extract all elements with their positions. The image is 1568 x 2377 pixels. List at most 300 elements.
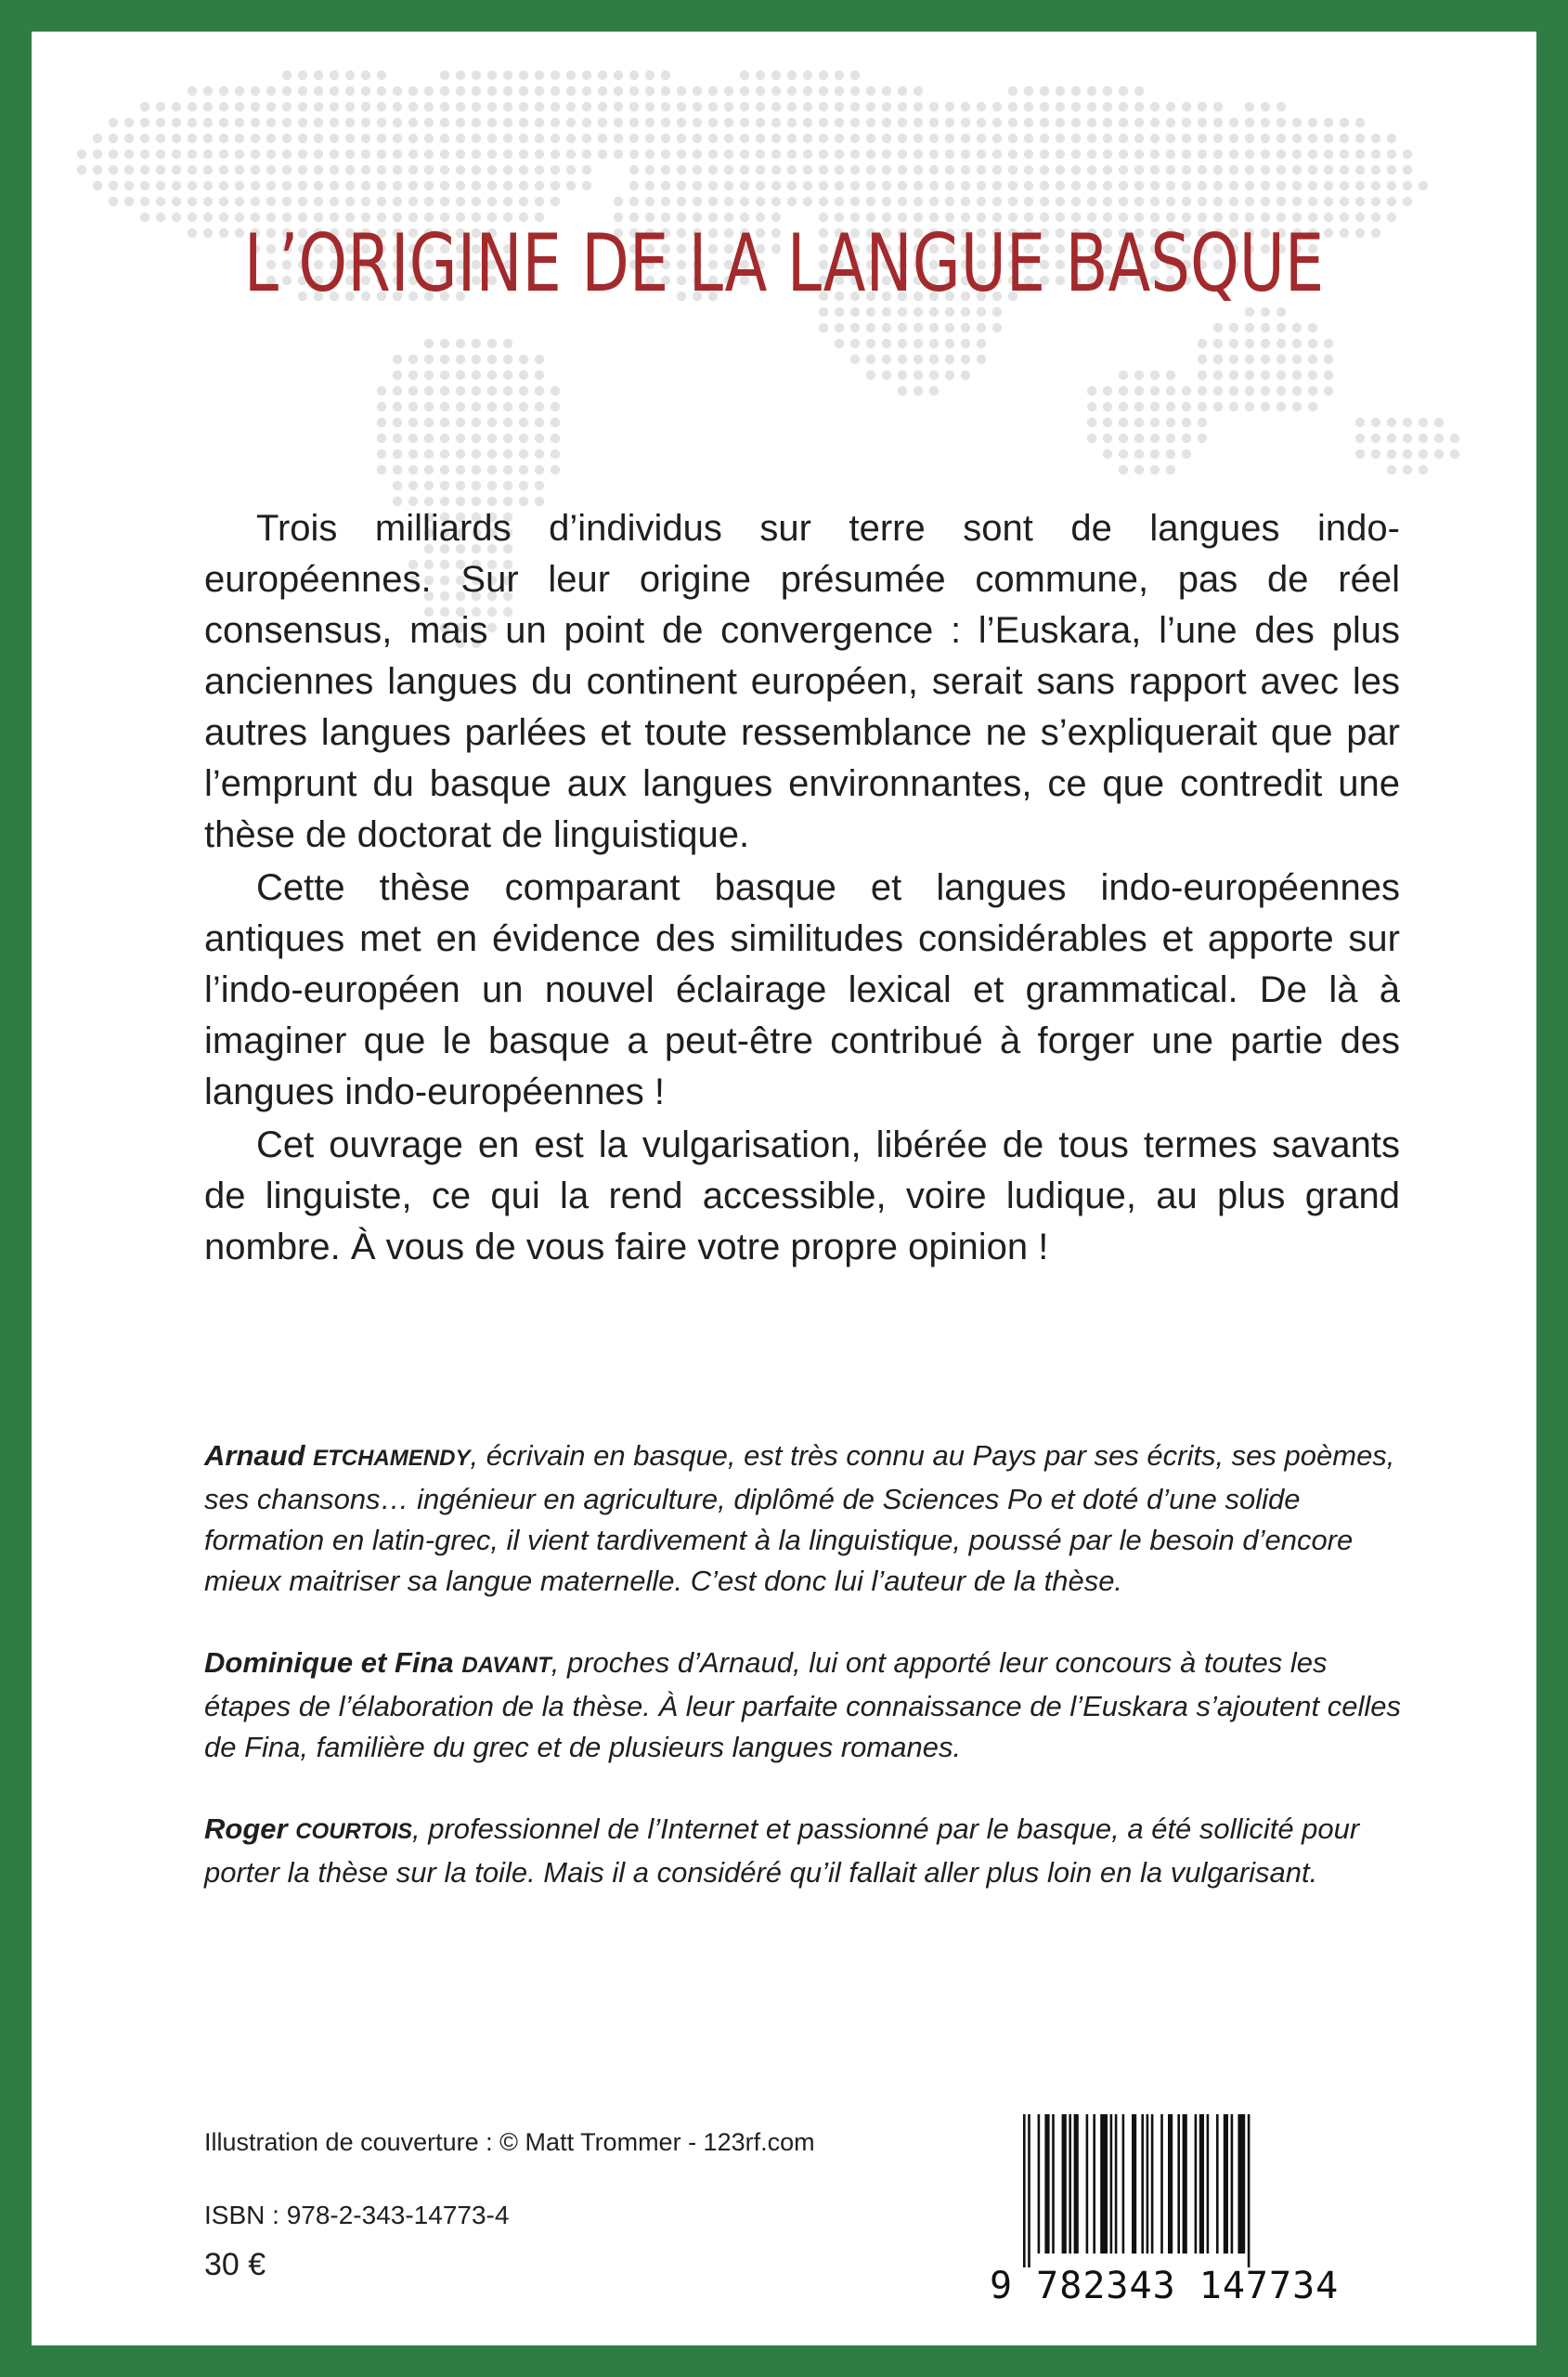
- map-dot: [1024, 197, 1033, 206]
- map-dot: [1340, 149, 1349, 159]
- map-dot: [835, 339, 844, 348]
- map-dot: [598, 71, 607, 80]
- map-dot: [456, 449, 465, 459]
- map-dot: [866, 197, 875, 206]
- author-bio-text: , écrivain en basque, est très connu au Pays par ses écrits, ses poèmes, ses chansons… ingénieur en agriculture, diplômé de Sciences Po et doté d’une solide formation en latin-grec, il vient tardivement à la linguistique, poussé par le besoin d’encore mieux maitriser sa langue maternelle. C’est donc lui l’auteur de la thèse.: [204, 1439, 1395, 1597]
- map-dot: [1213, 134, 1223, 143]
- map-dot: [203, 197, 213, 206]
- map-dot: [1150, 118, 1160, 127]
- map-dot: [266, 197, 276, 206]
- map-dot: [1150, 370, 1160, 380]
- map-dot: [693, 102, 702, 111]
- map-dot: [1308, 402, 1317, 411]
- barcode-bar: [1199, 2114, 1204, 2254]
- map-dot: [882, 197, 891, 206]
- map-dot: [1276, 323, 1286, 332]
- map-dot: [645, 71, 654, 80]
- map-dot: [803, 197, 812, 206]
- map-dot: [850, 165, 860, 175]
- map-dot: [1119, 134, 1128, 143]
- author-first-name: Dominique et Fina: [204, 1646, 454, 1679]
- map-dot: [487, 102, 497, 111]
- map-dot: [472, 197, 481, 206]
- map-dot: [551, 386, 560, 396]
- map-dot: [835, 118, 844, 127]
- map-dot: [1292, 370, 1302, 380]
- map-dot: [503, 181, 512, 190]
- map-dot: [1119, 402, 1128, 411]
- map-dot: [551, 449, 560, 459]
- map-dot: [235, 86, 244, 96]
- map-dot: [203, 165, 213, 175]
- map-dot: [282, 118, 292, 127]
- map-dot: [1150, 181, 1160, 190]
- map-dot: [1150, 386, 1160, 396]
- map-dot: [156, 213, 165, 222]
- map-dot: [535, 181, 544, 190]
- map-dot: [1276, 118, 1286, 127]
- map-dot: [708, 181, 718, 190]
- map-dot: [1087, 118, 1096, 127]
- map-dot: [298, 149, 307, 159]
- map-dot: [929, 149, 939, 159]
- map-dot: [408, 418, 418, 427]
- map-dot: [1071, 118, 1081, 127]
- map-dot: [1134, 165, 1144, 175]
- map-dot: [408, 165, 418, 175]
- map-dot: [456, 355, 465, 364]
- map-dot: [1087, 418, 1096, 427]
- map-dot: [914, 86, 923, 96]
- map-dot: [1387, 197, 1396, 206]
- map-dot: [298, 71, 307, 80]
- map-dot: [124, 134, 134, 143]
- map-dot: [1371, 134, 1380, 143]
- map-dot: [756, 102, 765, 111]
- map-dot: [440, 434, 449, 443]
- map-dot: [1276, 197, 1286, 206]
- map-dot: [566, 165, 576, 175]
- author-bio: [204, 1435, 1402, 1602]
- map-dot: [819, 102, 828, 111]
- map-dot: [1071, 134, 1081, 143]
- map-dot: [1119, 465, 1128, 474]
- map-dot: [850, 197, 860, 206]
- map-dot: [219, 149, 228, 159]
- map-dot: [1229, 118, 1238, 127]
- barcode-bar: [1207, 2114, 1210, 2254]
- barcode-bar: [1231, 2114, 1234, 2254]
- map-dot: [487, 434, 497, 443]
- map-dot: [519, 71, 528, 80]
- map-dot: [1071, 86, 1081, 96]
- map-dot: [440, 418, 449, 427]
- map-dot: [1371, 449, 1380, 459]
- map-dot: [408, 386, 418, 396]
- map-dot: [1071, 165, 1081, 175]
- map-dot: [882, 102, 891, 111]
- map-dot: [424, 149, 434, 159]
- map-dot: [740, 134, 749, 143]
- map-dot: [519, 465, 528, 474]
- map-dot: [645, 134, 654, 143]
- map-dot: [440, 402, 449, 411]
- map-dot: [1308, 355, 1317, 364]
- map-dot: [582, 165, 591, 175]
- map-dot: [519, 149, 528, 159]
- map-dot: [408, 86, 418, 96]
- map-dot: [393, 181, 402, 190]
- map-dot: [219, 197, 228, 206]
- map-dot: [1024, 149, 1033, 159]
- map-dot: [566, 102, 576, 111]
- map-dot: [456, 339, 465, 348]
- map-dot: [1198, 118, 1207, 127]
- map-dot: [1229, 197, 1238, 206]
- map-dot: [1166, 181, 1175, 190]
- map-dot: [1182, 434, 1191, 443]
- map-dot: [503, 86, 512, 96]
- map-dot: [519, 418, 528, 427]
- map-dot: [914, 355, 923, 364]
- map-dot: [377, 386, 386, 396]
- map-dot: [882, 355, 891, 364]
- map-dot: [503, 197, 512, 206]
- map-dot: [1087, 165, 1096, 175]
- map-dot: [472, 339, 481, 348]
- map-dot: [235, 165, 244, 175]
- map-dot: [109, 134, 118, 143]
- barcode-bar: [1160, 2114, 1163, 2254]
- map-dot: [298, 197, 307, 206]
- map-dot: [661, 102, 670, 111]
- map-dot: [298, 118, 307, 127]
- map-dot: [472, 386, 481, 396]
- map-dot: [408, 481, 418, 490]
- map-dot: [519, 86, 528, 96]
- map-dot: [598, 134, 607, 143]
- map-dot: [235, 197, 244, 206]
- map-dot: [1103, 134, 1112, 143]
- map-dot: [503, 355, 512, 364]
- map-dot: [1403, 149, 1412, 159]
- map-dot: [188, 197, 197, 206]
- map-dot: [393, 134, 402, 143]
- map-dot: [1134, 181, 1144, 190]
- map-dot: [582, 149, 591, 159]
- map-dot: [1403, 449, 1412, 459]
- barcode-bar: [1248, 2114, 1251, 2267]
- map-dot: [519, 402, 528, 411]
- map-dot: [1229, 355, 1238, 364]
- map-dot: [487, 449, 497, 459]
- map-dot: [172, 181, 181, 190]
- map-dot: [1355, 434, 1365, 443]
- map-dot: [724, 134, 733, 143]
- map-dot: [961, 165, 970, 175]
- map-dot: [172, 165, 181, 175]
- map-dot: [787, 86, 797, 96]
- map-dot: [93, 134, 102, 143]
- map-dot: [1150, 449, 1160, 459]
- map-dot: [1040, 118, 1049, 127]
- map-dot: [472, 134, 481, 143]
- map-dot: [850, 149, 860, 159]
- map-dot: [929, 102, 939, 111]
- map-dot: [693, 181, 702, 190]
- author-bio: [204, 1809, 1402, 1893]
- map-dot: [771, 86, 781, 96]
- map-dot: [1182, 402, 1191, 411]
- map-dot: [1119, 197, 1128, 206]
- map-dot: [614, 149, 623, 159]
- map-dot: [992, 102, 1002, 111]
- map-dot: [1245, 197, 1254, 206]
- map-dot: [172, 197, 181, 206]
- map-dot: [850, 339, 860, 348]
- map-dot: [1087, 86, 1096, 96]
- map-dot: [898, 165, 907, 175]
- map-dot: [992, 181, 1002, 190]
- map-dot: [724, 197, 733, 206]
- map-dot: [835, 102, 844, 111]
- map-dot: [756, 86, 765, 96]
- map-dot: [535, 86, 544, 96]
- map-dot: [1119, 149, 1128, 159]
- map-dot: [282, 181, 292, 190]
- map-dot: [551, 434, 560, 443]
- map-dot: [756, 118, 765, 127]
- map-dot: [914, 118, 923, 127]
- barcode-bar: [1093, 2114, 1095, 2254]
- map-dot: [1182, 134, 1191, 143]
- map-dot: [377, 449, 386, 459]
- map-dot: [1040, 181, 1049, 190]
- map-dot: [898, 355, 907, 364]
- map-dot: [1056, 165, 1065, 175]
- map-dot: [914, 134, 923, 143]
- map-dot: [408, 118, 418, 127]
- map-dot: [1324, 370, 1333, 380]
- author-last-name: ETCHAMENDY: [313, 1446, 471, 1471]
- map-dot: [1198, 386, 1207, 396]
- map-dot: [440, 71, 449, 80]
- map-dot: [724, 165, 733, 175]
- map-dot: [440, 86, 449, 96]
- map-dot: [693, 149, 702, 159]
- map-dot: [456, 197, 465, 206]
- map-dot: [803, 86, 812, 96]
- map-dot: [1150, 134, 1160, 143]
- map-dot: [1371, 228, 1380, 238]
- map-dot: [1419, 434, 1428, 443]
- map-dot: [945, 197, 954, 206]
- map-dot: [882, 165, 891, 175]
- map-dot: [1198, 370, 1207, 380]
- map-dot: [519, 134, 528, 143]
- barcode-bar: [1044, 2114, 1049, 2254]
- map-dot: [472, 481, 481, 490]
- map-dot: [440, 181, 449, 190]
- map-dot: [835, 323, 844, 332]
- map-dot: [456, 118, 465, 127]
- map-dot: [929, 165, 939, 175]
- map-dot: [393, 86, 402, 96]
- map-dot: [1103, 86, 1112, 96]
- map-dot: [882, 181, 891, 190]
- map-dot: [914, 323, 923, 332]
- map-dot: [929, 197, 939, 206]
- map-dot: [298, 102, 307, 111]
- map-dot: [1229, 339, 1238, 348]
- map-dot: [992, 197, 1002, 206]
- map-dot: [124, 165, 134, 175]
- author-first-name: Arnaud: [204, 1439, 305, 1472]
- map-dot: [487, 465, 497, 474]
- map-dot: [109, 197, 118, 206]
- map-dot: [850, 71, 860, 80]
- map-dot: [1103, 449, 1112, 459]
- map-dot: [203, 102, 213, 111]
- map-dot: [771, 149, 781, 159]
- map-dot: [803, 71, 812, 80]
- map-dot: [424, 134, 434, 143]
- map-dot: [1103, 386, 1112, 396]
- author-first-name: Roger: [204, 1812, 288, 1845]
- map-dot: [1119, 86, 1128, 96]
- map-dot: [266, 165, 276, 175]
- map-dot: [377, 134, 386, 143]
- map-dot: [866, 370, 875, 380]
- map-dot: [330, 102, 339, 111]
- map-dot: [172, 134, 181, 143]
- map-dot: [1261, 165, 1270, 175]
- map-dot: [519, 434, 528, 443]
- map-dot: [1419, 181, 1428, 190]
- map-dot: [330, 134, 339, 143]
- map-dot: [408, 434, 418, 443]
- map-dot: [819, 86, 828, 96]
- map-dot: [661, 181, 670, 190]
- map-dot: [866, 181, 875, 190]
- map-dot: [1261, 149, 1270, 159]
- map-dot: [440, 355, 449, 364]
- map-dot: [266, 181, 276, 190]
- map-dot: [1119, 434, 1128, 443]
- map-dot: [551, 149, 560, 159]
- map-dot: [219, 102, 228, 111]
- map-dot: [914, 197, 923, 206]
- map-dot: [1355, 197, 1365, 206]
- map-dot: [393, 386, 402, 396]
- author-bio-text: , proches d’Arnaud, lui ont apporté leur concours à toutes les étapes de l’élaboration de la thèse. À leur parfaite connaissance de l’Euskara s’ajoutent celles de Fina, familière du grec et de plusieurs langues romanes.: [204, 1646, 1402, 1763]
- barcode-bar: [1069, 2114, 1071, 2254]
- map-dot: [1008, 102, 1017, 111]
- map-dot: [266, 149, 276, 159]
- map-dot: [1198, 339, 1207, 348]
- map-dot: [850, 86, 860, 96]
- map-dot: [251, 118, 260, 127]
- map-dot: [1198, 149, 1207, 159]
- map-dot: [1229, 181, 1238, 190]
- map-dot: [1056, 197, 1065, 206]
- map-dot: [188, 213, 197, 222]
- map-dot: [819, 181, 828, 190]
- map-dot: [977, 102, 986, 111]
- map-dot: [1198, 181, 1207, 190]
- map-dot: [1119, 102, 1128, 111]
- map-dot: [708, 102, 718, 111]
- map-dot: [1324, 181, 1333, 190]
- map-dot: [1371, 197, 1380, 206]
- map-dot: [866, 149, 875, 159]
- map-dot: [1276, 339, 1286, 348]
- map-dot: [330, 86, 339, 96]
- map-dot: [203, 118, 213, 127]
- map-dot: [219, 165, 228, 175]
- map-dot: [188, 149, 197, 159]
- map-dot: [866, 102, 875, 111]
- map-dot: [819, 118, 828, 127]
- map-dot: [1419, 418, 1428, 427]
- map-dot: [866, 118, 875, 127]
- map-dot: [740, 181, 749, 190]
- map-dot: [977, 181, 986, 190]
- map-dot: [566, 86, 576, 96]
- map-dot: [819, 149, 828, 159]
- map-dot: [1292, 118, 1302, 127]
- map-dot: [1040, 149, 1049, 159]
- map-dot: [440, 370, 449, 380]
- map-dot: [109, 165, 118, 175]
- map-dot: [140, 213, 149, 222]
- map-dot: [251, 102, 260, 111]
- map-dot: [1292, 181, 1302, 190]
- map-dot: [1166, 149, 1175, 159]
- map-dot: [708, 149, 718, 159]
- map-dot: [1087, 134, 1096, 143]
- map-dot: [156, 181, 165, 190]
- map-dot: [1387, 181, 1396, 190]
- map-dot: [898, 118, 907, 127]
- map-dot: [251, 149, 260, 159]
- map-dot: [1308, 165, 1317, 175]
- map-dot: [787, 149, 797, 159]
- map-dot: [251, 181, 260, 190]
- map-dot: [898, 86, 907, 96]
- map-dot: [109, 118, 118, 127]
- map-dot: [661, 197, 670, 206]
- map-dot: [803, 134, 812, 143]
- book-title: L’ORIGINE DE LA LANGUE BASQUE: [243, 217, 1325, 310]
- map-dot: [1355, 134, 1365, 143]
- map-dot: [188, 86, 197, 96]
- map-dot: [1198, 102, 1207, 111]
- map-dot: [914, 149, 923, 159]
- map-dot: [945, 134, 954, 143]
- map-dot: [677, 134, 686, 143]
- map-dot: [203, 134, 213, 143]
- map-dot: [519, 386, 528, 396]
- map-dot: [898, 370, 907, 380]
- map-dot: [677, 181, 686, 190]
- map-dot: [977, 149, 986, 159]
- map-dot: [440, 118, 449, 127]
- map-dot: [1450, 434, 1459, 443]
- author-bio: [204, 1643, 1402, 1768]
- map-dot: [377, 71, 386, 80]
- map-dot: [393, 165, 402, 175]
